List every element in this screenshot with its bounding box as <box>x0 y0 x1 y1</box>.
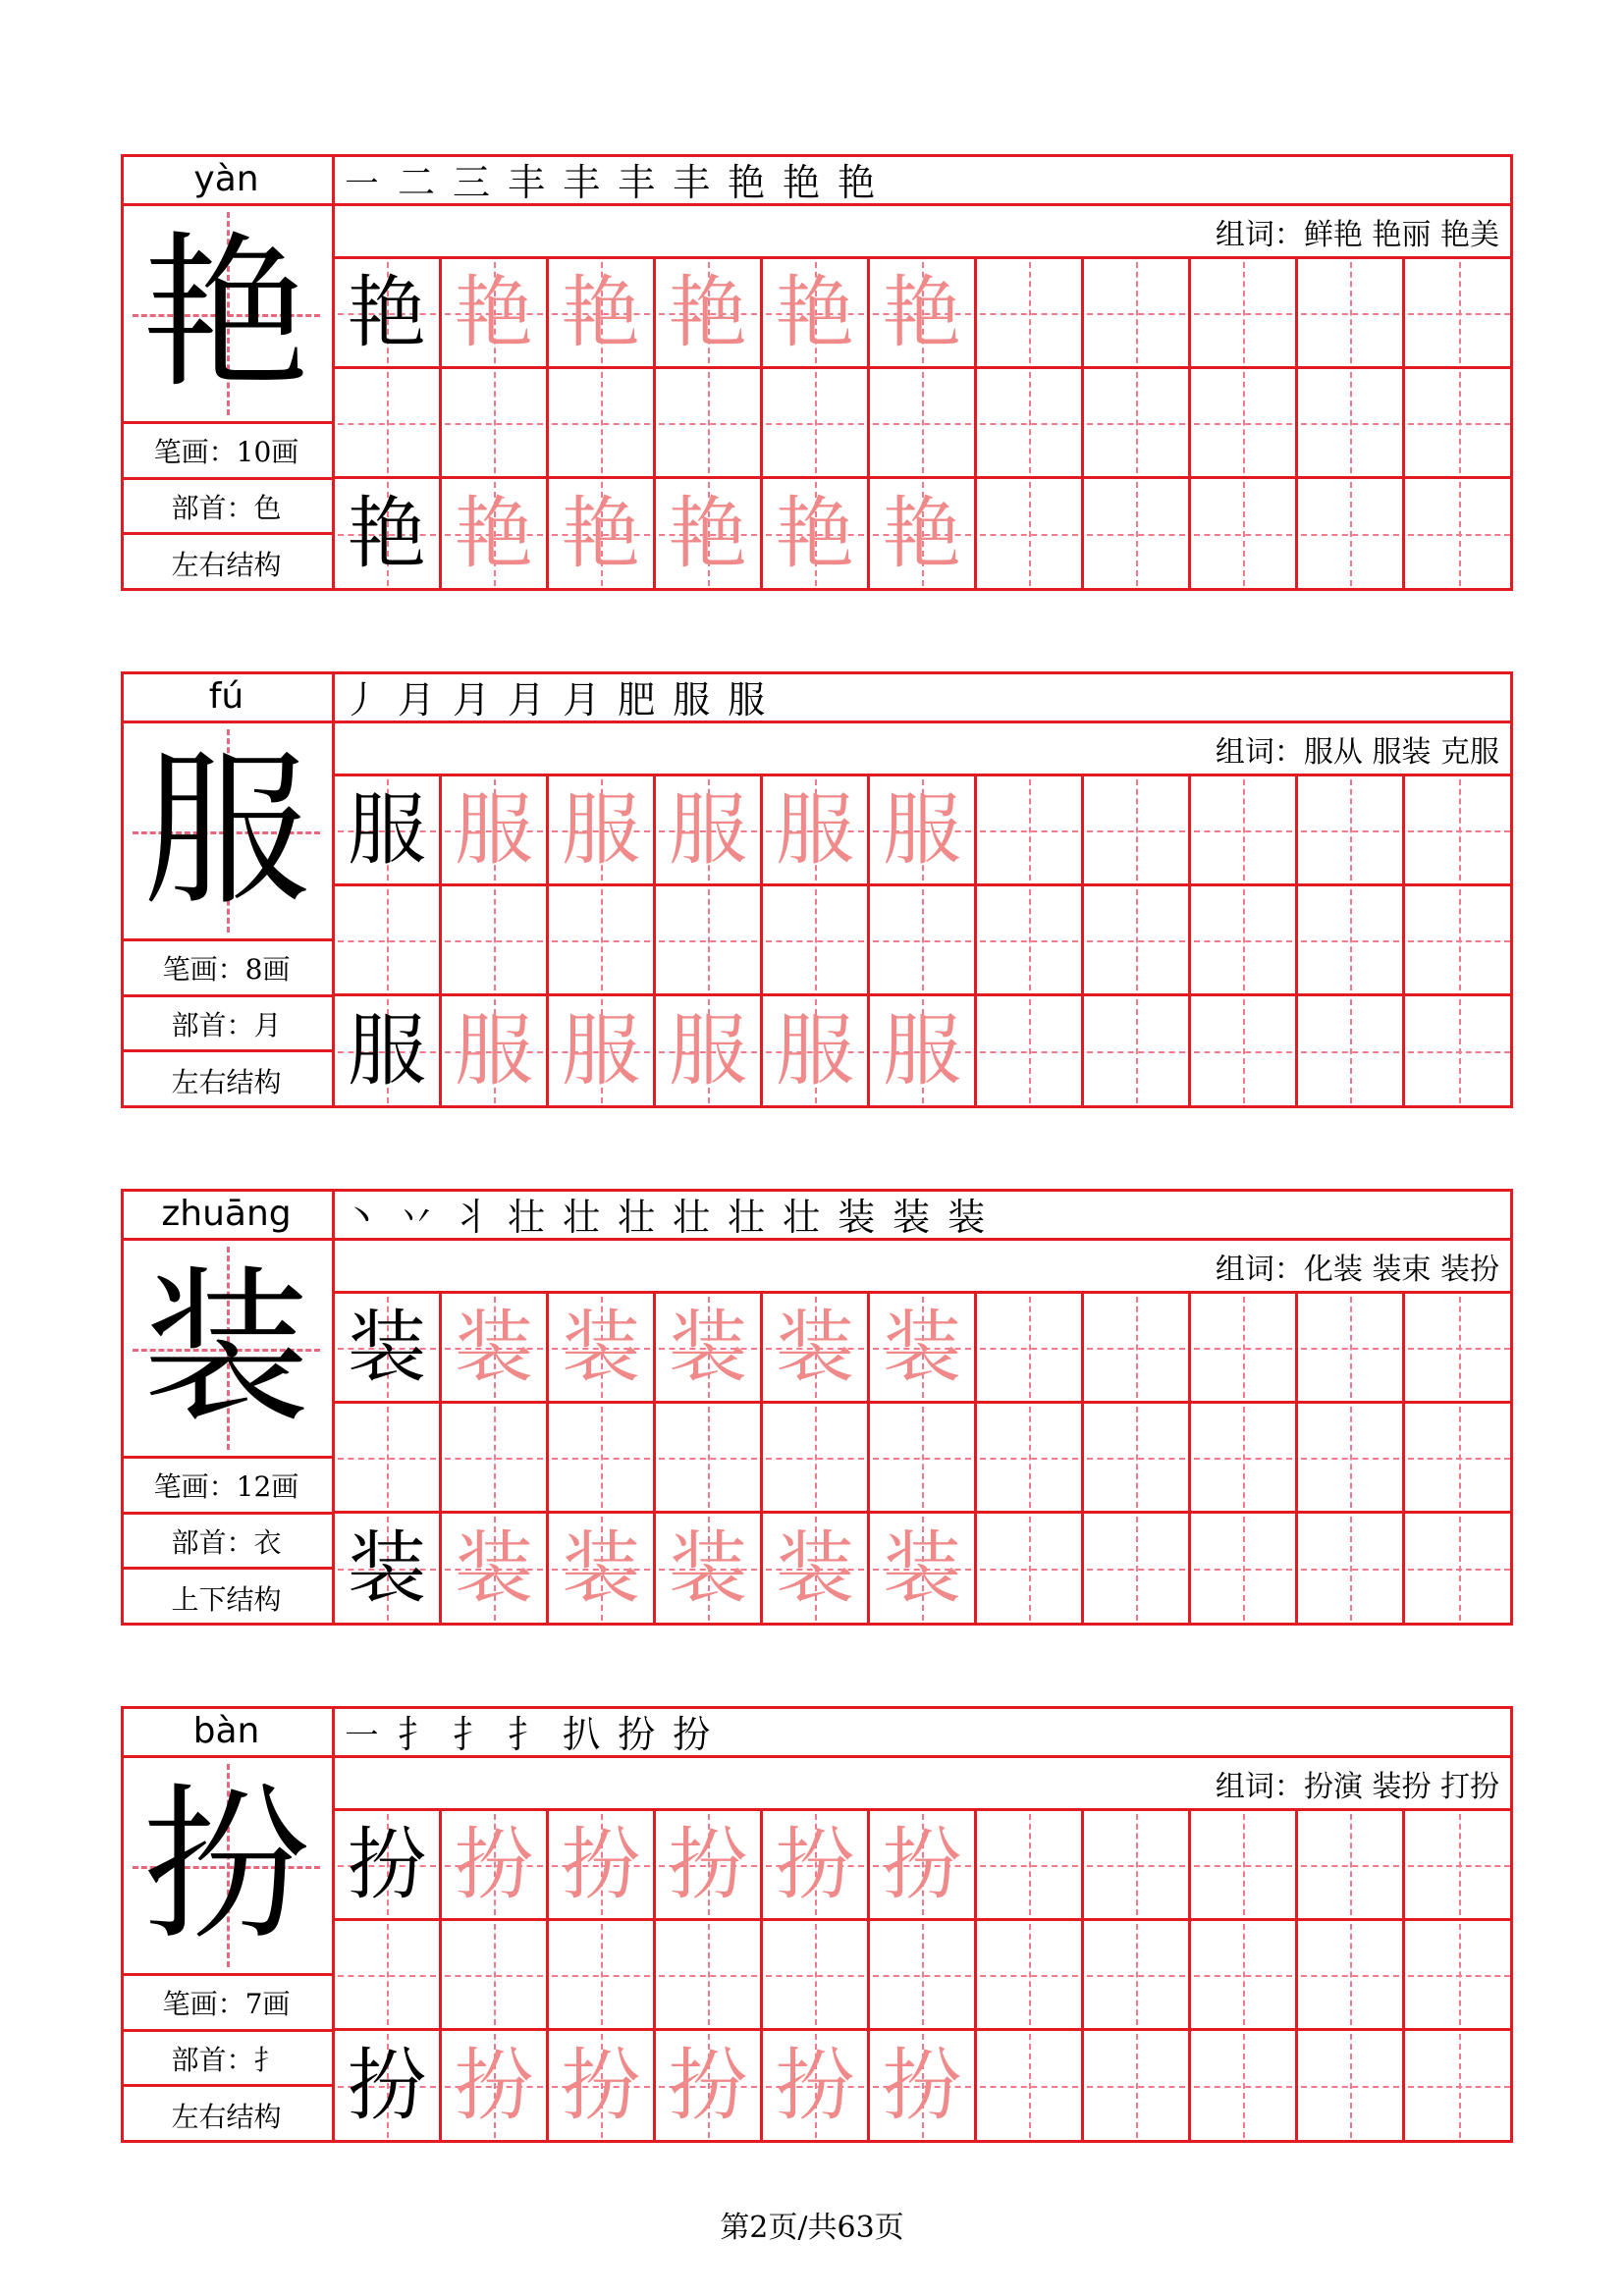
trace-character: 艳 <box>669 488 747 579</box>
trace-character-box <box>763 776 870 886</box>
empty-practice-box[interactable] <box>1298 1294 1405 1404</box>
trace-character-box <box>442 1514 549 1624</box>
model-character-box <box>335 776 442 886</box>
stroke-step: 丰 <box>508 160 546 204</box>
stroke-step: 壮 <box>508 1195 546 1239</box>
trace-character-box <box>870 259 977 369</box>
radical-label: 部首：扌 <box>121 2032 335 2087</box>
trace-character: 扮 <box>562 2040 640 2131</box>
stroke-step: 壮 <box>673 1195 711 1239</box>
empty-practice-box[interactable] <box>656 1404 763 1514</box>
empty-practice-box[interactable] <box>763 886 870 996</box>
model-character-box <box>335 1811 442 1921</box>
empty-practice-box[interactable] <box>1405 2031 1513 2141</box>
trace-character: 装 <box>776 1522 854 1614</box>
practice-row <box>335 369 1513 479</box>
empty-practice-box[interactable] <box>1084 886 1191 996</box>
empty-practice-box[interactable] <box>1191 1404 1298 1514</box>
empty-practice-box[interactable] <box>1191 996 1298 1106</box>
trace-character-box <box>656 1294 763 1404</box>
big-character: 装 <box>142 1251 310 1446</box>
stroke-step: 壮 <box>728 1195 766 1239</box>
trace-character-box <box>656 1514 763 1624</box>
character-block <box>121 1706 1513 2143</box>
stroke-step: 丰 <box>618 160 656 204</box>
empty-practice-box[interactable] <box>977 1514 1084 1624</box>
structure-label: 左右结构 <box>121 2087 335 2143</box>
empty-practice-box[interactable] <box>1084 1514 1191 1624</box>
empty-practice-box[interactable] <box>1298 886 1405 996</box>
empty-practice-box[interactable] <box>977 1811 1084 1921</box>
empty-practice-box[interactable] <box>1298 369 1405 479</box>
empty-practice-box[interactable] <box>977 1294 1084 1404</box>
empty-practice-box[interactable] <box>1405 1514 1513 1624</box>
trace-character: 服 <box>883 1005 961 1096</box>
trace-character-box <box>549 776 656 886</box>
big-character-box <box>121 723 335 941</box>
trace-character-box <box>656 776 763 886</box>
page-footer: 第2页/共63页 <box>720 2211 904 2245</box>
stroke-step: 扒 <box>563 1712 601 1756</box>
stroke-step: 服 <box>673 677 711 721</box>
trace-character: 艳 <box>562 266 640 358</box>
trace-character-box <box>442 776 549 886</box>
big-character: 扮 <box>142 1768 310 1963</box>
trace-character: 装 <box>455 1522 533 1614</box>
trace-character: 装 <box>776 1301 854 1393</box>
trace-character-box <box>870 1294 977 1404</box>
trace-character-box <box>763 996 870 1106</box>
model-character: 艳 <box>348 488 426 579</box>
empty-practice-box[interactable] <box>1191 369 1298 479</box>
trace-character-box <box>442 1811 549 1921</box>
pinyin-label: yàn <box>121 154 335 206</box>
empty-practice-box[interactable] <box>549 886 656 996</box>
empty-practice-box[interactable] <box>977 1404 1084 1514</box>
empty-practice-box[interactable] <box>549 1921 656 2031</box>
stroke-step: 月 <box>398 677 436 721</box>
trace-character: 服 <box>669 783 747 876</box>
empty-practice-box[interactable] <box>870 886 977 996</box>
empty-practice-box[interactable] <box>656 886 763 996</box>
empty-practice-box[interactable] <box>763 369 870 479</box>
empty-practice-box[interactable] <box>763 1404 870 1514</box>
practice-row <box>335 1921 1513 2031</box>
trace-character: 扮 <box>883 2040 961 2131</box>
trace-character-box <box>442 259 549 369</box>
empty-practice-box[interactable] <box>763 1921 870 2031</box>
trace-character: 装 <box>669 1522 747 1614</box>
empty-practice-box[interactable] <box>1405 1811 1513 1921</box>
model-character: 装 <box>348 1301 426 1393</box>
empty-practice-box[interactable] <box>1084 369 1191 479</box>
trace-character: 扮 <box>776 2040 854 2131</box>
radical-label: 部首：色 <box>121 480 335 535</box>
trace-character: 服 <box>562 783 640 876</box>
trace-character: 服 <box>562 1005 640 1096</box>
character-block <box>121 154 1513 591</box>
stroke-step: 三 <box>453 160 491 204</box>
trace-character-box <box>763 259 870 369</box>
empty-practice-box[interactable] <box>1084 996 1191 1106</box>
radical-label: 部首：月 <box>121 997 335 1052</box>
stroke-step: 月 <box>453 677 491 721</box>
trace-character: 扮 <box>455 2040 533 2131</box>
stroke-step: 服 <box>728 677 766 721</box>
stroke-step: 装 <box>893 1195 931 1239</box>
empty-practice-box[interactable] <box>977 996 1084 1106</box>
empty-practice-box[interactable] <box>1084 1294 1191 1404</box>
empty-practice-box[interactable] <box>1405 1404 1513 1514</box>
trace-character-box <box>442 996 549 1106</box>
trace-character-box <box>656 1811 763 1921</box>
model-character-box <box>335 479 442 589</box>
stroke-step: 装 <box>838 1195 876 1239</box>
empty-practice-box[interactable] <box>1084 1404 1191 1514</box>
stroke-step: 丰 <box>563 160 601 204</box>
stroke-step: 二 <box>398 160 436 204</box>
empty-practice-box[interactable] <box>977 2031 1084 2141</box>
stroke-order-sequence <box>335 1189 1513 1241</box>
character-block <box>121 671 1513 1108</box>
stroke-step: 装 <box>947 1195 986 1239</box>
trace-character-box <box>870 2031 977 2141</box>
structure-label: 上下结构 <box>121 1570 335 1626</box>
empty-practice-box[interactable] <box>335 1921 442 2031</box>
empty-practice-box[interactable] <box>1084 479 1191 589</box>
stroke-count-label: 笔画：8画 <box>121 941 335 997</box>
stroke-order-sequence <box>335 1706 1513 1758</box>
model-character: 装 <box>348 1522 426 1614</box>
empty-practice-box[interactable] <box>1298 1514 1405 1624</box>
empty-practice-box[interactable] <box>549 369 656 479</box>
pinyin-label: zhuāng <box>121 1189 335 1241</box>
trace-character-box <box>870 1514 977 1624</box>
empty-practice-box[interactable] <box>1084 1921 1191 2031</box>
stroke-step: 扌 <box>398 1712 436 1756</box>
stroke-step: 壮 <box>783 1195 821 1239</box>
trace-character-box <box>442 2031 549 2141</box>
trace-character-box <box>549 1514 656 1624</box>
stroke-step: 艳 <box>728 160 766 204</box>
empty-practice-box[interactable] <box>1191 1514 1298 1624</box>
trace-character: 艳 <box>883 266 961 358</box>
trace-character-box <box>870 996 977 1106</box>
trace-character: 扮 <box>562 1818 640 1910</box>
model-character: 扮 <box>348 2040 426 2131</box>
empty-practice-box[interactable] <box>977 776 1084 886</box>
empty-practice-box[interactable] <box>977 259 1084 369</box>
empty-practice-box[interactable] <box>1405 369 1513 479</box>
stroke-step: 丰 <box>673 160 711 204</box>
empty-practice-box[interactable] <box>1298 776 1405 886</box>
empty-practice-box[interactable] <box>1191 2031 1298 2141</box>
empty-practice-box[interactable] <box>1191 776 1298 886</box>
empty-practice-box[interactable] <box>1405 1294 1513 1404</box>
model-character-box <box>335 1514 442 1624</box>
practice-row <box>335 1404 1513 1514</box>
model-character: 服 <box>348 783 426 876</box>
empty-practice-box[interactable] <box>977 1921 1084 2031</box>
empty-practice-box[interactable] <box>1191 886 1298 996</box>
empty-practice-box[interactable] <box>870 369 977 479</box>
empty-practice-box[interactable] <box>1084 776 1191 886</box>
practice-row <box>335 1514 1513 1624</box>
trace-character: 扮 <box>776 1818 854 1910</box>
trace-character-box <box>656 996 763 1106</box>
trace-character-box <box>442 479 549 589</box>
practice-row <box>335 1294 1513 1404</box>
trace-character: 装 <box>562 1301 640 1393</box>
stroke-step: 月 <box>508 677 546 721</box>
radical-label: 部首：衣 <box>121 1515 335 1570</box>
empty-practice-box[interactable] <box>1084 259 1191 369</box>
empty-practice-box[interactable] <box>1298 1404 1405 1514</box>
stroke-step: 艳 <box>783 160 821 204</box>
empty-practice-box[interactable] <box>870 1404 977 1514</box>
practice-row <box>335 1811 1513 1921</box>
trace-character-box <box>549 1811 656 1921</box>
stroke-step: 丿 <box>343 677 381 721</box>
trace-character-box <box>656 2031 763 2141</box>
empty-practice-box[interactable] <box>442 369 549 479</box>
trace-character-box <box>870 479 977 589</box>
empty-practice-box[interactable] <box>549 1404 656 1514</box>
model-character-box <box>335 259 442 369</box>
empty-practice-box[interactable] <box>442 886 549 996</box>
empty-practice-box[interactable] <box>335 886 442 996</box>
empty-practice-box[interactable] <box>1191 1811 1298 1921</box>
empty-practice-box[interactable] <box>1298 479 1405 589</box>
empty-practice-box[interactable] <box>1405 259 1513 369</box>
trace-character-box <box>763 1294 870 1404</box>
empty-practice-box[interactable] <box>335 369 442 479</box>
trace-character-box <box>763 479 870 589</box>
stroke-order-sequence <box>335 671 1513 723</box>
empty-practice-box[interactable] <box>1191 1921 1298 2031</box>
trace-character: 扮 <box>669 1818 747 1910</box>
stroke-step: 月 <box>563 677 601 721</box>
empty-practice-box[interactable] <box>1298 1811 1405 1921</box>
stroke-step: 艳 <box>838 160 876 204</box>
trace-character-box <box>549 2031 656 2141</box>
trace-character-box <box>549 259 656 369</box>
trace-character: 装 <box>883 1522 961 1614</box>
empty-practice-box[interactable] <box>656 369 763 479</box>
model-character: 服 <box>348 1005 426 1096</box>
trace-character: 艳 <box>562 488 640 579</box>
trace-character: 艳 <box>883 488 961 579</box>
empty-practice-box[interactable] <box>442 1921 549 2031</box>
model-character-box <box>335 996 442 1106</box>
stroke-count-label: 笔画：7画 <box>121 1976 335 2032</box>
practice-row <box>335 259 1513 369</box>
pinyin-label: fú <box>121 671 335 723</box>
empty-practice-box[interactable] <box>977 479 1084 589</box>
trace-character: 艳 <box>776 266 854 358</box>
trace-character: 装 <box>562 1522 640 1614</box>
model-character-box <box>335 1294 442 1404</box>
trace-character: 装 <box>455 1301 533 1393</box>
trace-character: 扮 <box>455 1818 533 1910</box>
practice-row <box>335 479 1513 589</box>
trace-character: 扮 <box>669 2040 747 2131</box>
practice-row <box>335 996 1513 1106</box>
pinyin-label: bàn <box>121 1706 335 1758</box>
empty-practice-box[interactable] <box>1405 776 1513 886</box>
empty-practice-box[interactable] <box>977 369 1084 479</box>
trace-character: 服 <box>455 1005 533 1096</box>
trace-character: 艳 <box>455 488 533 579</box>
trace-character: 服 <box>883 783 961 876</box>
empty-practice-box[interactable] <box>1298 2031 1405 2141</box>
stroke-step: 丬 <box>453 1195 491 1239</box>
empty-practice-box[interactable] <box>1084 2031 1191 2141</box>
stroke-count-label: 笔画：12画 <box>121 1459 335 1515</box>
stroke-count-label: 笔画：10画 <box>121 424 335 480</box>
empty-practice-box[interactable] <box>1298 1921 1405 2031</box>
empty-practice-box[interactable] <box>1084 1811 1191 1921</box>
practice-row <box>335 776 1513 886</box>
structure-label: 左右结构 <box>121 535 335 591</box>
empty-practice-box[interactable] <box>1298 996 1405 1106</box>
empty-practice-box[interactable] <box>1191 259 1298 369</box>
big-character: 服 <box>142 733 310 929</box>
trace-character: 艳 <box>776 488 854 579</box>
trace-character: 服 <box>776 1005 854 1096</box>
trace-character: 服 <box>776 783 854 876</box>
stroke-step: 扮 <box>618 1712 656 1756</box>
big-character-box <box>121 1758 335 1976</box>
character-block <box>121 1189 1513 1626</box>
word-examples: 组词：扮演 装扮 打扮 <box>335 1758 1513 1811</box>
stroke-step: 壮 <box>563 1195 601 1239</box>
empty-practice-box[interactable] <box>1405 1921 1513 2031</box>
empty-practice-box[interactable] <box>977 886 1084 996</box>
trace-character: 艳 <box>455 266 533 358</box>
trace-character: 服 <box>669 1005 747 1096</box>
stroke-step: 肥 <box>618 677 656 721</box>
model-character: 扮 <box>348 1818 426 1910</box>
practice-row <box>335 2031 1513 2141</box>
empty-practice-box[interactable] <box>335 1404 442 1514</box>
trace-character-box <box>549 479 656 589</box>
big-character-box <box>121 1241 335 1459</box>
model-character-box <box>335 2031 442 2141</box>
empty-practice-box[interactable] <box>1405 996 1513 1106</box>
trace-character-box <box>763 2031 870 2141</box>
trace-character: 艳 <box>669 266 747 358</box>
empty-practice-box[interactable] <box>656 1921 763 2031</box>
empty-practice-box[interactable] <box>1405 886 1513 996</box>
stroke-step: 壮 <box>618 1195 656 1239</box>
trace-character: 装 <box>883 1301 961 1393</box>
stroke-step: 丶 <box>343 1195 381 1239</box>
structure-label: 左右结构 <box>121 1052 335 1108</box>
model-character: 艳 <box>348 266 426 358</box>
big-character: 艳 <box>142 216 310 411</box>
trace-character-box <box>549 1294 656 1404</box>
trace-character: 服 <box>455 783 533 876</box>
trace-character-box <box>656 259 763 369</box>
trace-character-box <box>870 1811 977 1921</box>
empty-practice-box[interactable] <box>870 1921 977 2031</box>
big-character-box <box>121 206 335 424</box>
empty-practice-box[interactable] <box>442 1404 549 1514</box>
stroke-step: 扌 <box>508 1712 546 1756</box>
word-examples: 组词：服从 服装 克服 <box>335 723 1513 776</box>
practice-row <box>335 886 1513 996</box>
trace-character-box <box>442 1294 549 1404</box>
trace-character-box <box>870 776 977 886</box>
empty-practice-box[interactable] <box>1405 479 1513 589</box>
stroke-step: ㇐ <box>343 160 381 204</box>
empty-practice-box[interactable] <box>1298 259 1405 369</box>
stroke-step: 扮 <box>673 1712 711 1756</box>
word-examples: 组词：鲜艳 艳丽 艳美 <box>335 206 1513 259</box>
stroke-order-sequence <box>335 154 1513 206</box>
trace-character-box <box>656 479 763 589</box>
empty-practice-box[interactable] <box>1191 479 1298 589</box>
trace-character-box <box>763 1811 870 1921</box>
trace-character-box <box>763 1514 870 1624</box>
stroke-step: 扌 <box>453 1712 491 1756</box>
trace-character-box <box>549 996 656 1106</box>
stroke-step: ㇐ <box>343 1712 381 1756</box>
trace-character: 扮 <box>883 1818 961 1910</box>
stroke-step: 丷 <box>398 1195 436 1239</box>
empty-practice-box[interactable] <box>1191 1294 1298 1404</box>
word-examples: 组词：化装 装束 装扮 <box>335 1241 1513 1294</box>
trace-character: 装 <box>669 1301 747 1393</box>
